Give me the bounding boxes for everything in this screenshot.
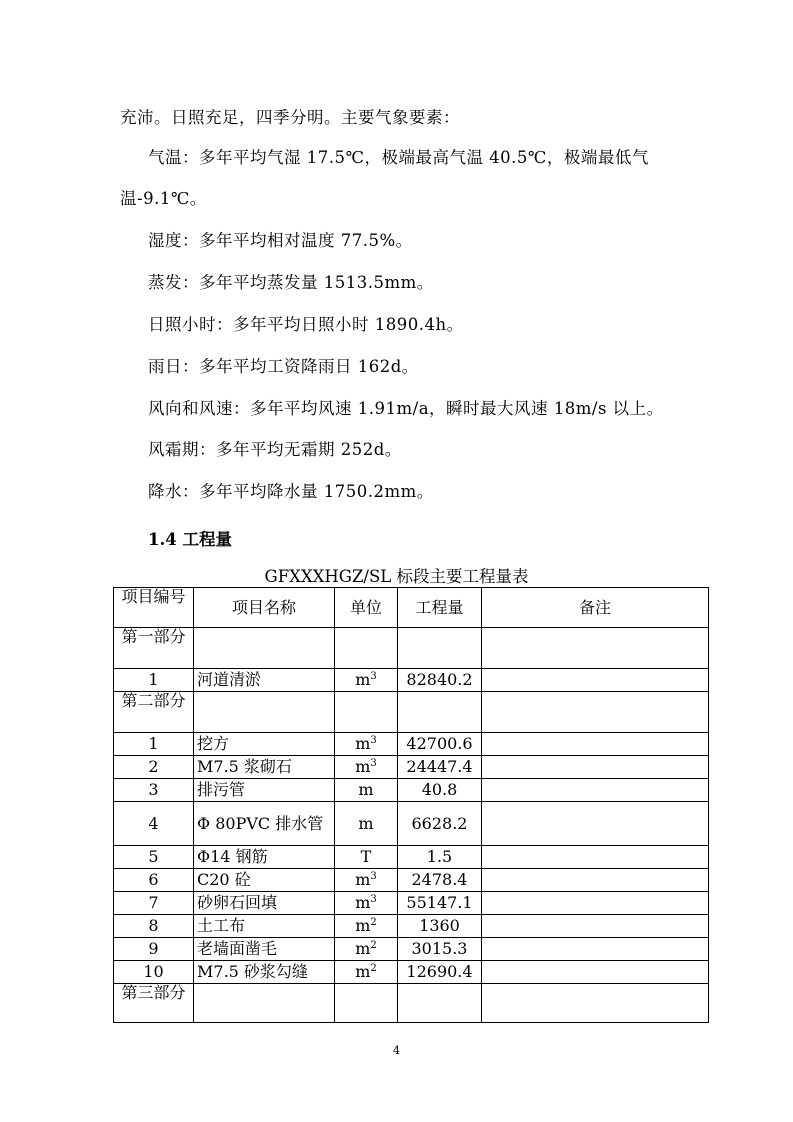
paragraph: 风向和风速：多年平均风速 1.91m/a，瞬时最大风速 18m/s 以上。 xyxy=(148,399,664,418)
cell-item-no-text: 6 xyxy=(148,870,159,889)
cell-item-name-text: M7.5 砂浆勾缝 xyxy=(197,962,308,981)
unit-superscript: 2 xyxy=(370,917,377,928)
cell-note xyxy=(482,628,709,669)
cell-quantity xyxy=(398,756,482,779)
unit-superscript: 3 xyxy=(370,671,377,682)
cell-item-no xyxy=(114,984,194,1023)
table-row xyxy=(114,802,709,846)
cell-item-no xyxy=(114,628,194,669)
cell-unit xyxy=(335,733,398,756)
table-row xyxy=(114,915,709,938)
cell-item-no-text: 2 xyxy=(148,757,159,776)
cell-unit xyxy=(335,779,398,802)
cell-item-no-text: 1 xyxy=(148,734,159,753)
header-cell: 单位 xyxy=(335,588,398,628)
cell-item-no xyxy=(114,669,194,692)
unit-superscript: 3 xyxy=(370,735,377,746)
cell-item-name xyxy=(194,984,335,1023)
paragraph: 蒸发：多年平均蒸发量 1513.5mm。 xyxy=(148,273,434,292)
cell-item-no xyxy=(114,779,194,802)
cell-quantity-text: 1360 xyxy=(419,916,460,935)
cell-item-no xyxy=(114,692,194,733)
cell-quantity xyxy=(398,779,482,802)
paragraph: 降水：多年平均降水量 1750.2mm。 xyxy=(148,482,434,501)
cell-item-no-text: 3 xyxy=(148,780,159,799)
table-row xyxy=(114,869,709,892)
cell-note xyxy=(482,938,709,961)
cell-quantity xyxy=(398,692,482,733)
cell-item-no-text: 第三部分 xyxy=(121,983,186,1002)
quantities-table xyxy=(113,587,709,1023)
cell-quantity xyxy=(398,984,482,1023)
cell-unit xyxy=(335,938,398,961)
cell-quantity-text: 24447.4 xyxy=(406,757,473,776)
header-cell: 项目编号 xyxy=(114,588,194,628)
unit-superscript: 3 xyxy=(370,871,377,882)
cell-quantity-text: 55147.1 xyxy=(406,893,473,912)
cell-quantity-text: 2478.4 xyxy=(411,870,468,889)
cell-item-name-text: 河道清淤 xyxy=(197,670,262,689)
table-title: GFXXXHGZ/SL 标段主要工程量表 xyxy=(264,567,529,586)
cell-quantity-text: 42700.6 xyxy=(406,734,473,753)
cell-quantity xyxy=(398,938,482,961)
cell-item-name xyxy=(194,938,335,961)
cell-item-no xyxy=(114,961,194,984)
paragraph: 雨日：多年平均工资降雨日 162d。 xyxy=(148,357,419,376)
cell-unit-text: m xyxy=(355,734,371,753)
table-row xyxy=(114,961,709,984)
cell-item-no xyxy=(114,756,194,779)
cell-item-name xyxy=(194,733,335,756)
cell-note xyxy=(482,756,709,779)
cell-quantity-text: 3015.3 xyxy=(411,939,468,958)
cell-unit-text: m xyxy=(358,813,374,833)
paragraph: 温-9.1℃。 xyxy=(120,189,207,208)
cell-item-name-text: 老墙面凿毛 xyxy=(197,939,278,958)
cell-unit xyxy=(335,846,398,869)
cell-item-name xyxy=(194,892,335,915)
cell-quantity-text: 40.8 xyxy=(421,780,458,799)
cell-unit xyxy=(335,669,398,692)
cell-item-name xyxy=(194,756,335,779)
cell-unit-text: m xyxy=(355,670,371,689)
paragraph: 气温：多年平均气湿 17.5℃，极端最高气温 40.5℃，极端最低气 xyxy=(148,148,649,167)
cell-note xyxy=(482,692,709,733)
cell-item-no xyxy=(114,915,194,938)
cell-quantity xyxy=(398,669,482,692)
cell-quantity xyxy=(398,915,482,938)
cell-item-no-text: 第一部分 xyxy=(121,627,186,646)
table-row xyxy=(114,892,709,915)
cell-item-no xyxy=(114,938,194,961)
cell-quantity xyxy=(398,846,482,869)
cell-item-no xyxy=(114,733,194,756)
cell-unit xyxy=(335,692,398,733)
cell-note xyxy=(482,869,709,892)
cell-item-name-text: M7.5 浆砌石 xyxy=(197,757,292,776)
page-number: 4 xyxy=(393,1044,400,1057)
table-row xyxy=(114,669,709,692)
cell-unit-text: m xyxy=(355,939,371,958)
cell-item-no xyxy=(114,802,194,846)
unit-superscript: 3 xyxy=(370,894,377,905)
cell-note xyxy=(482,779,709,802)
cell-note xyxy=(482,961,709,984)
cell-item-no-text: 8 xyxy=(148,916,159,935)
cell-item-name xyxy=(194,869,335,892)
cell-item-name xyxy=(194,846,335,869)
table-row xyxy=(114,779,709,802)
cell-item-name-text: 砂卵石回填 xyxy=(197,893,278,912)
cell-quantity xyxy=(398,802,482,846)
table-row xyxy=(114,938,709,961)
cell-unit-text: m xyxy=(355,916,371,935)
cell-item-name-text: 土工布 xyxy=(197,916,246,935)
cell-unit xyxy=(335,892,398,915)
cell-note xyxy=(482,846,709,869)
paragraph: 湿度：多年平均相对温度 77.5%。 xyxy=(148,231,413,250)
cell-item-no-text: 7 xyxy=(148,893,159,912)
cell-item-name-text: Φ14 钢筋 xyxy=(197,847,268,866)
cell-item-no-text: 1 xyxy=(148,670,159,689)
header-cell: 项目名称 xyxy=(194,588,335,628)
cell-quantity xyxy=(398,628,482,669)
unit-superscript: 2 xyxy=(370,940,377,951)
paragraph: 日照小时：多年平均日照小时 1890.4h。 xyxy=(148,315,464,334)
cell-item-no xyxy=(114,869,194,892)
cell-note xyxy=(482,802,709,846)
cell-quantity xyxy=(398,869,482,892)
cell-unit xyxy=(335,984,398,1023)
table-row xyxy=(114,733,709,756)
cell-item-name xyxy=(194,802,335,846)
cell-item-name xyxy=(194,628,335,669)
table-row xyxy=(114,692,709,733)
cell-item-name-text: 挖方 xyxy=(197,734,230,753)
cell-unit xyxy=(335,869,398,892)
cell-item-name xyxy=(194,961,335,984)
cell-unit-text: m xyxy=(355,757,371,776)
cell-quantity xyxy=(398,733,482,756)
cell-item-no-text: 5 xyxy=(148,847,159,866)
cell-item-no-text: 9 xyxy=(148,939,159,958)
cell-unit-text: m xyxy=(355,870,371,889)
table-row xyxy=(114,984,709,1023)
cell-item-name-text: C20 砼 xyxy=(197,870,251,889)
table-row xyxy=(114,628,709,669)
cell-item-name xyxy=(194,915,335,938)
cell-item-no-text: 10 xyxy=(143,962,164,981)
cell-quantity-text: 82840.2 xyxy=(406,670,473,689)
cell-unit-text: m xyxy=(355,893,371,912)
cell-unit xyxy=(335,802,398,846)
header-cell: 工程量 xyxy=(398,588,482,628)
cell-item-name xyxy=(194,669,335,692)
cell-unit-text: m xyxy=(355,962,371,981)
cell-unit xyxy=(335,628,398,669)
cell-unit xyxy=(335,961,398,984)
paragraph: 风霜期：多年平均无霜期 252d。 xyxy=(148,440,402,459)
cell-item-no xyxy=(114,846,194,869)
cell-quantity xyxy=(398,892,482,915)
cell-item-no xyxy=(114,892,194,915)
cell-item-name xyxy=(194,779,335,802)
cell-quantity-text: 12690.4 xyxy=(406,962,473,981)
cell-note xyxy=(482,669,709,692)
unit-superscript: 2 xyxy=(370,963,377,974)
cell-quantity-text: 6628.2 xyxy=(411,813,468,833)
cell-quantity-text: 1.5 xyxy=(426,847,453,866)
cell-note xyxy=(482,892,709,915)
table-row xyxy=(114,846,709,869)
section-heading: 1.4 工程量 xyxy=(148,530,232,549)
cell-item-no-text: 4 xyxy=(148,813,159,833)
table-header-row xyxy=(114,588,709,628)
cell-unit xyxy=(335,915,398,938)
cell-item-name-text: Φ 80PVC 排水管 xyxy=(197,813,324,833)
cell-note xyxy=(482,984,709,1023)
unit-superscript: 3 xyxy=(370,758,377,769)
cell-note xyxy=(482,733,709,756)
cell-unit xyxy=(335,756,398,779)
cell-item-no-text: 第二部分 xyxy=(121,691,186,710)
cell-item-name xyxy=(194,692,335,733)
cell-unit-text: T xyxy=(360,847,372,866)
cell-item-name-text: 排污管 xyxy=(197,780,246,799)
header-cell: 备注 xyxy=(482,588,709,628)
cell-unit-text: m xyxy=(358,780,374,799)
cell-quantity xyxy=(398,961,482,984)
table-row xyxy=(114,756,709,779)
paragraph: 充沛。日照充足，四季分明。主要气象要素： xyxy=(120,108,460,127)
cell-note xyxy=(482,915,709,938)
